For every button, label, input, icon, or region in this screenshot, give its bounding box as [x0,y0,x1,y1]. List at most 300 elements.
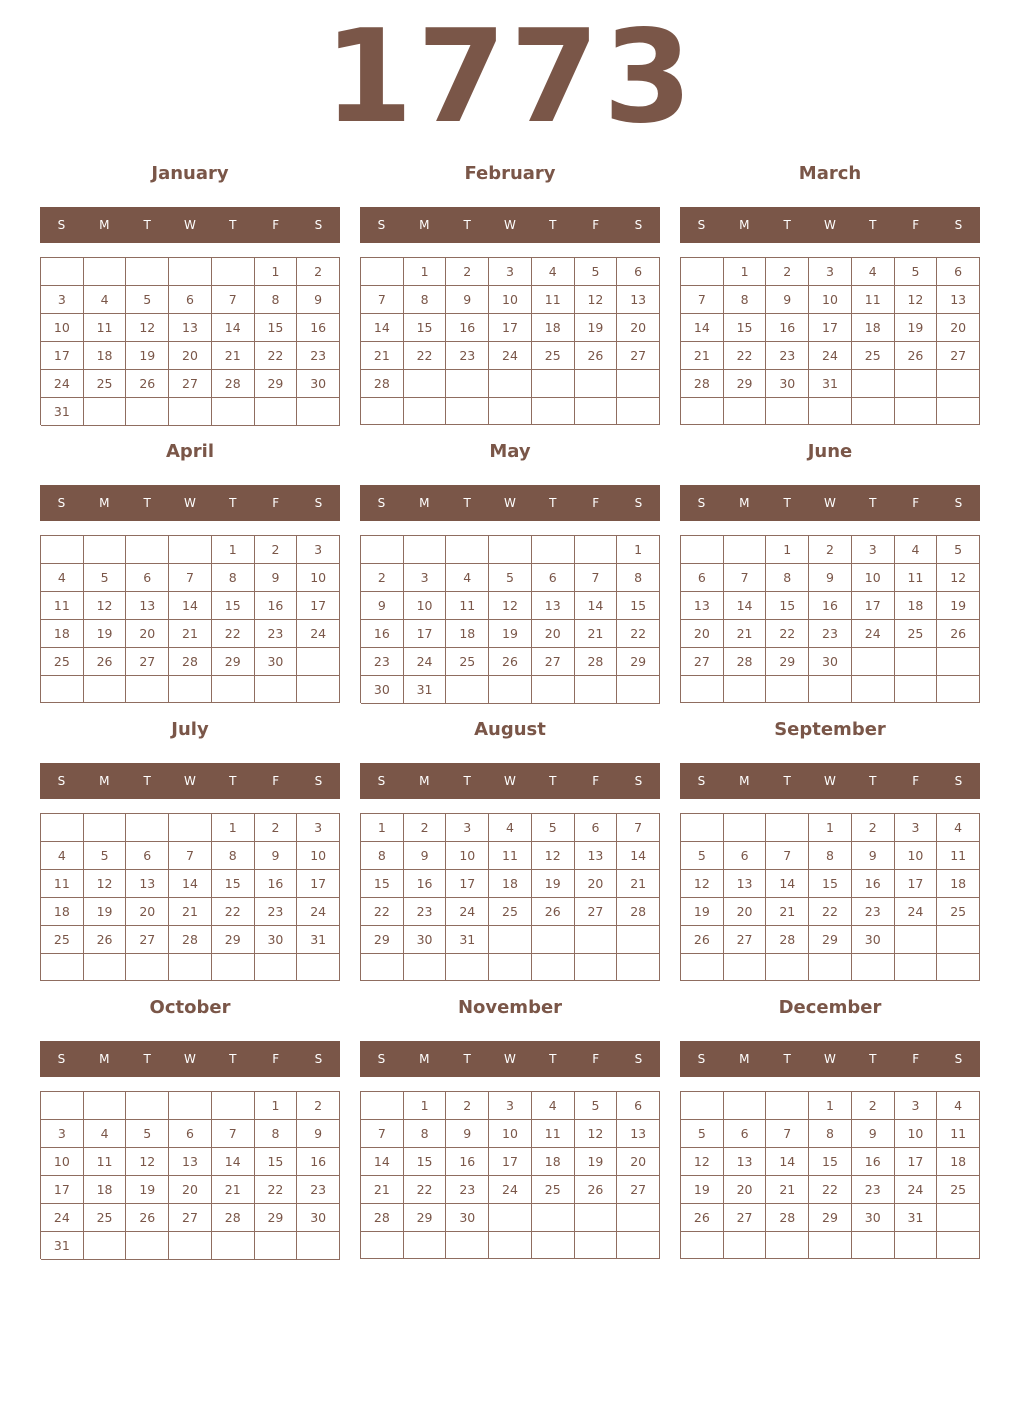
empty-day-cell [937,926,980,954]
empty-day-cell [361,954,404,981]
day-cell: 5 [126,1120,169,1148]
empty-day-cell [255,676,298,703]
empty-day-cell [126,1232,169,1260]
day-cell: 5 [489,564,532,592]
day-cell: 6 [724,842,767,870]
day-cell: 30 [809,648,852,676]
day-cell: 17 [446,870,489,898]
day-cell: 15 [724,314,767,342]
weekday-label: T [229,218,237,232]
day-cell: 4 [489,814,532,842]
weekday-label: T [549,774,557,788]
day-cell: 14 [575,592,618,620]
empty-day-cell [297,648,340,676]
empty-day-cell [212,676,255,703]
day-cell: 12 [681,1148,724,1176]
empty-day-cell [41,1092,84,1120]
day-cell: 4 [532,1092,575,1120]
day-cell: 10 [41,1148,84,1176]
empty-day-cell [41,676,84,703]
empty-day-cell [41,814,84,842]
day-cell: 23 [404,898,447,926]
day-cell: 26 [575,1176,618,1204]
empty-day-cell [895,1232,938,1259]
day-cell: 19 [681,1176,724,1204]
day-cell: 18 [937,1148,980,1176]
empty-day-cell [937,370,980,398]
empty-day-cell [681,536,724,564]
day-cell: 31 [895,1204,938,1232]
day-cell: 9 [255,842,298,870]
empty-day-cell [617,398,660,425]
empty-day-cell [212,398,255,426]
empty-day-cell [446,954,489,981]
day-cell: 13 [617,1120,660,1148]
empty-day-cell [532,370,575,398]
empty-day-cell [297,398,340,426]
weekday-label: W [824,218,836,232]
day-cell: 25 [489,898,532,926]
weekday-label: T [783,496,791,510]
day-cell: 23 [361,648,404,676]
day-cell: 13 [937,286,980,314]
weekday-label: T [869,496,877,510]
month-name: December [778,997,882,1018]
day-cell: 27 [617,342,660,370]
day-grid [360,1091,660,1259]
day-cell: 7 [212,1120,255,1148]
weekday-label: M [419,1052,430,1066]
day-cell: 22 [255,342,298,370]
day-cell: 5 [84,842,127,870]
empty-day-cell [446,398,489,425]
day-cell: 18 [489,870,532,898]
day-cell: 21 [212,1176,255,1204]
day-cell: 7 [169,842,212,870]
day-cell: 9 [852,1120,895,1148]
empty-day-cell [84,814,127,842]
empty-day-cell [212,1232,255,1260]
day-cell: 13 [724,870,767,898]
day-cell: 3 [446,814,489,842]
empty-day-cell [41,954,84,981]
day-cell: 12 [575,286,618,314]
day-cell: 5 [532,814,575,842]
day-cell: 8 [404,286,447,314]
empty-day-cell [84,258,127,286]
month-march [680,156,980,426]
day-cell: 30 [255,926,298,954]
day-cell: 25 [532,342,575,370]
empty-day-cell [126,258,169,286]
day-cell: 3 [404,564,447,592]
empty-day-cell [617,1204,660,1232]
day-cell: 12 [575,1120,618,1148]
day-grid [680,813,980,981]
day-cell: 5 [681,1120,724,1148]
day-cell: 16 [852,1148,895,1176]
month-december [680,990,980,1260]
day-cell: 22 [809,1176,852,1204]
day-cell: 27 [724,1204,767,1232]
day-cell: 17 [41,342,84,370]
day-cell: 2 [297,258,340,286]
day-cell: 27 [575,898,618,926]
month-name: February [464,163,556,184]
month-november [360,990,660,1260]
empty-day-cell [212,954,255,981]
day-cell: 25 [41,648,84,676]
empty-day-cell [297,676,340,703]
day-cell: 30 [297,1204,340,1232]
day-cell: 7 [361,1120,404,1148]
day-cell: 27 [724,926,767,954]
day-cell: 8 [766,564,809,592]
day-cell: 1 [724,258,767,286]
weekday-label: W [184,1052,196,1066]
weekday-label: T [143,496,151,510]
weekday-label: S [377,774,386,788]
weekday-label: M [739,1052,750,1066]
weekday-label: F [272,774,280,788]
day-cell: 24 [297,620,340,648]
day-cell: 2 [852,1092,895,1120]
day-cell: 10 [895,842,938,870]
day-cell: 30 [361,676,404,704]
day-cell: 17 [895,870,938,898]
empty-day-cell [255,398,298,426]
day-cell: 20 [617,314,660,342]
day-cell: 10 [446,842,489,870]
empty-day-cell [404,1232,447,1259]
day-cell: 16 [446,314,489,342]
empty-day-cell [575,1204,618,1232]
weekday-label: T [869,218,877,232]
day-cell: 24 [404,648,447,676]
weekday-header [360,1041,660,1077]
month-name: July [171,719,209,740]
weekday-label: W [504,774,516,788]
day-cell: 11 [41,592,84,620]
empty-day-cell [446,676,489,704]
day-cell: 5 [937,536,980,564]
day-cell: 12 [532,842,575,870]
day-cell: 18 [532,314,575,342]
empty-day-cell [895,370,938,398]
weekday-label: T [869,774,877,788]
day-cell: 2 [361,564,404,592]
day-cell: 27 [681,648,724,676]
day-cell: 13 [169,314,212,342]
empty-day-cell [84,1092,127,1120]
day-cell: 23 [852,1176,895,1204]
weekday-label: S [57,218,66,232]
day-cell: 26 [126,370,169,398]
month-name: April [165,441,215,462]
empty-day-cell [126,814,169,842]
empty-day-cell [895,926,938,954]
empty-day-cell [84,676,127,703]
empty-day-cell [575,926,618,954]
day-cell: 11 [937,1120,980,1148]
empty-day-cell [532,926,575,954]
weekday-label: F [592,496,600,510]
day-cell: 11 [84,1148,127,1176]
day-cell: 16 [297,314,340,342]
day-cell: 1 [809,814,852,842]
day-grid [680,535,980,703]
empty-day-cell [255,954,298,981]
day-cell: 8 [724,286,767,314]
day-cell: 4 [446,564,489,592]
day-cell: 4 [895,536,938,564]
day-cell: 3 [297,814,340,842]
weekday-label: W [504,1052,516,1066]
day-cell: 15 [404,314,447,342]
empty-day-cell [361,258,404,286]
empty-day-cell [169,954,212,981]
empty-day-cell [766,1092,809,1120]
weekday-label: W [504,496,516,510]
month-name: June [807,441,853,462]
weekday-label: M [419,774,430,788]
weekday-label: T [143,1052,151,1066]
weekday-label: S [634,218,643,232]
day-grid [680,1091,980,1259]
day-cell: 3 [297,536,340,564]
day-cell: 17 [404,620,447,648]
day-cell: 9 [404,842,447,870]
empty-day-cell [617,676,660,704]
month-august [360,712,660,982]
empty-day-cell [169,258,212,286]
weekday-label: M [99,1052,110,1066]
day-cell: 9 [361,592,404,620]
day-cell: 26 [489,648,532,676]
day-cell: 2 [255,814,298,842]
day-cell: 29 [212,648,255,676]
day-cell: 2 [404,814,447,842]
weekday-label: S [697,496,706,510]
empty-day-cell [681,1092,724,1120]
day-cell: 27 [169,1204,212,1232]
day-cell: 2 [255,536,298,564]
weekday-label: S [314,496,323,510]
weekday-label: W [184,218,196,232]
day-cell: 30 [255,648,298,676]
day-cell: 1 [809,1092,852,1120]
day-cell: 3 [489,258,532,286]
weekday-label: T [549,218,557,232]
day-grid [40,813,340,981]
empty-day-cell [852,1232,895,1259]
day-cell: 24 [489,342,532,370]
day-cell: 11 [852,286,895,314]
day-cell: 22 [212,898,255,926]
empty-day-cell [489,398,532,425]
day-cell: 12 [84,870,127,898]
day-cell: 10 [297,564,340,592]
day-cell: 22 [404,1176,447,1204]
empty-day-cell [895,648,938,676]
day-cell: 11 [84,314,127,342]
day-cell: 1 [255,1092,298,1120]
weekday-label: S [314,1052,323,1066]
day-cell: 23 [255,898,298,926]
weekday-label: T [463,496,471,510]
empty-day-cell [169,536,212,564]
day-cell: 31 [41,398,84,426]
empty-day-cell [446,370,489,398]
day-cell: 20 [169,1176,212,1204]
empty-day-cell [575,398,618,425]
day-cell: 6 [937,258,980,286]
empty-day-cell [489,954,532,981]
day-cell: 11 [532,286,575,314]
day-cell: 9 [297,286,340,314]
day-cell: 1 [617,536,660,564]
day-cell: 6 [169,1120,212,1148]
day-cell: 30 [852,1204,895,1232]
day-grid [40,535,340,703]
weekday-label: S [634,1052,643,1066]
day-cell: 20 [169,342,212,370]
empty-day-cell [852,954,895,981]
day-cell: 22 [617,620,660,648]
weekday-label: F [912,218,920,232]
empty-day-cell [724,814,767,842]
weekday-label: M [739,774,750,788]
empty-day-cell [681,398,724,425]
day-cell: 15 [212,870,255,898]
day-cell: 26 [895,342,938,370]
day-cell: 4 [84,286,127,314]
day-cell: 26 [532,898,575,926]
day-cell: 28 [169,648,212,676]
day-cell: 20 [126,898,169,926]
day-cell: 2 [766,258,809,286]
day-cell: 13 [617,286,660,314]
day-cell: 15 [212,592,255,620]
day-cell: 17 [41,1176,84,1204]
empty-day-cell [404,536,447,564]
day-cell: 11 [937,842,980,870]
empty-day-cell [84,954,127,981]
weekday-label: T [463,774,471,788]
day-cell: 14 [681,314,724,342]
empty-day-cell [532,954,575,981]
day-cell: 14 [724,592,767,620]
weekday-label: M [99,774,110,788]
weekday-label: T [463,1052,471,1066]
day-cell: 24 [809,342,852,370]
day-cell: 23 [297,342,340,370]
day-cell: 28 [575,648,618,676]
day-cell: 7 [212,286,255,314]
day-cell: 28 [212,370,255,398]
day-cell: 22 [766,620,809,648]
day-cell: 9 [766,286,809,314]
weekday-label: S [57,774,66,788]
weekday-label: T [869,1052,877,1066]
day-cell: 20 [724,1176,767,1204]
weekday-label: S [954,774,963,788]
day-cell: 11 [41,870,84,898]
weekday-header [40,763,340,799]
month-name: October [149,997,231,1018]
day-cell: 14 [169,870,212,898]
day-cell: 9 [255,564,298,592]
day-cell: 18 [41,620,84,648]
day-cell: 14 [212,314,255,342]
day-cell: 10 [852,564,895,592]
day-cell: 6 [126,564,169,592]
weekday-label: S [314,774,323,788]
day-cell: 17 [489,1148,532,1176]
empty-day-cell [724,536,767,564]
month-september [680,712,980,982]
day-cell: 22 [404,342,447,370]
empty-day-cell [489,370,532,398]
day-cell: 19 [937,592,980,620]
empty-day-cell [852,398,895,425]
weekday-label: S [57,1052,66,1066]
day-cell: 3 [41,1120,84,1148]
day-cell: 29 [617,648,660,676]
day-cell: 26 [84,648,127,676]
empty-day-cell [404,954,447,981]
weekday-label: S [697,1052,706,1066]
day-cell: 1 [361,814,404,842]
day-cell: 27 [937,342,980,370]
day-cell: 13 [169,1148,212,1176]
day-grid [360,813,660,981]
day-cell: 19 [84,898,127,926]
day-cell: 10 [809,286,852,314]
empty-day-cell [169,676,212,703]
empty-day-cell [255,1232,298,1260]
day-cell: 18 [84,1176,127,1204]
weekday-label: T [783,1052,791,1066]
weekday-label: S [377,496,386,510]
day-cell: 17 [852,592,895,620]
month-name: November [457,997,563,1018]
empty-day-cell [361,1092,404,1120]
empty-day-cell [852,370,895,398]
day-cell: 19 [575,1148,618,1176]
empty-day-cell [84,398,127,426]
weekday-label: T [229,774,237,788]
empty-day-cell [489,926,532,954]
day-cell: 20 [681,620,724,648]
weekday-label: T [143,218,151,232]
empty-day-cell [169,814,212,842]
weekday-header [680,207,980,243]
month-july [40,712,340,982]
weekday-label: T [229,1052,237,1066]
day-cell: 23 [297,1176,340,1204]
day-cell: 20 [724,898,767,926]
weekday-label: T [229,496,237,510]
day-cell: 23 [809,620,852,648]
day-cell: 23 [766,342,809,370]
day-cell: 10 [489,1120,532,1148]
day-cell: 10 [404,592,447,620]
day-cell: 4 [937,814,980,842]
weekday-label: S [57,496,66,510]
day-cell: 27 [126,648,169,676]
empty-day-cell [297,1232,340,1260]
